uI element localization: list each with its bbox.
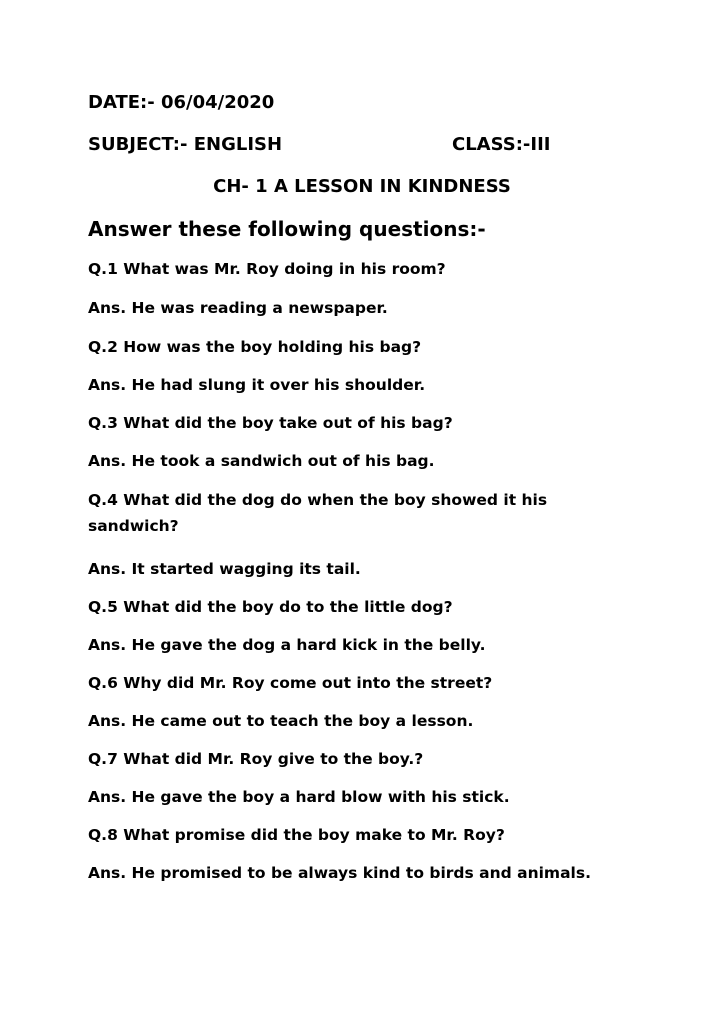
instruction-heading: Answer these following questions:-	[88, 217, 486, 241]
question-6: Q.6 Why did Mr. Roy come out into the street?	[88, 674, 493, 692]
answer-5: Ans. He gave the dog a hard kick in the belly.	[88, 636, 486, 654]
answer-1: Ans. He was reading a newspaper.	[88, 299, 388, 317]
question-1: Q.1 What was Mr. Roy doing in his room?	[88, 260, 446, 278]
answer-4: Ans. It started wagging its tail.	[88, 560, 361, 578]
class-line: CLASS:-III	[452, 134, 551, 155]
subject-line: SUBJECT:- ENGLISH	[88, 134, 283, 155]
chapter-title: CH- 1 A LESSON IN KINDNESS	[213, 176, 511, 197]
answer-3: Ans. He took a sandwich out of his bag.	[88, 452, 435, 470]
question-5: Q.5 What did the boy do to the little dog?	[88, 598, 453, 616]
question-8: Q.8 What promise did the boy make to Mr. Roy?	[88, 826, 505, 844]
question-3: Q.3 What did the boy take out of his bag?	[88, 414, 453, 432]
answer-7: Ans. He gave the boy a hard blow with his stick.	[88, 788, 510, 806]
date-line: DATE:- 06/04/2020	[88, 92, 275, 113]
answer-8: Ans. He promised to be always kind to birds and animals.	[88, 864, 591, 882]
question-4: Q.4 What did the dog do when the boy showed it his sandwich?	[88, 491, 548, 535]
question-2: Q.2 How was the boy holding his bag?	[88, 338, 422, 356]
answer-6: Ans. He came out to teach the boy a lesson.	[88, 712, 474, 730]
answer-2: Ans. He had slung it over his shoulder.	[88, 376, 426, 394]
question-7: Q.7 What did Mr. Roy give to the boy.?	[88, 750, 424, 768]
